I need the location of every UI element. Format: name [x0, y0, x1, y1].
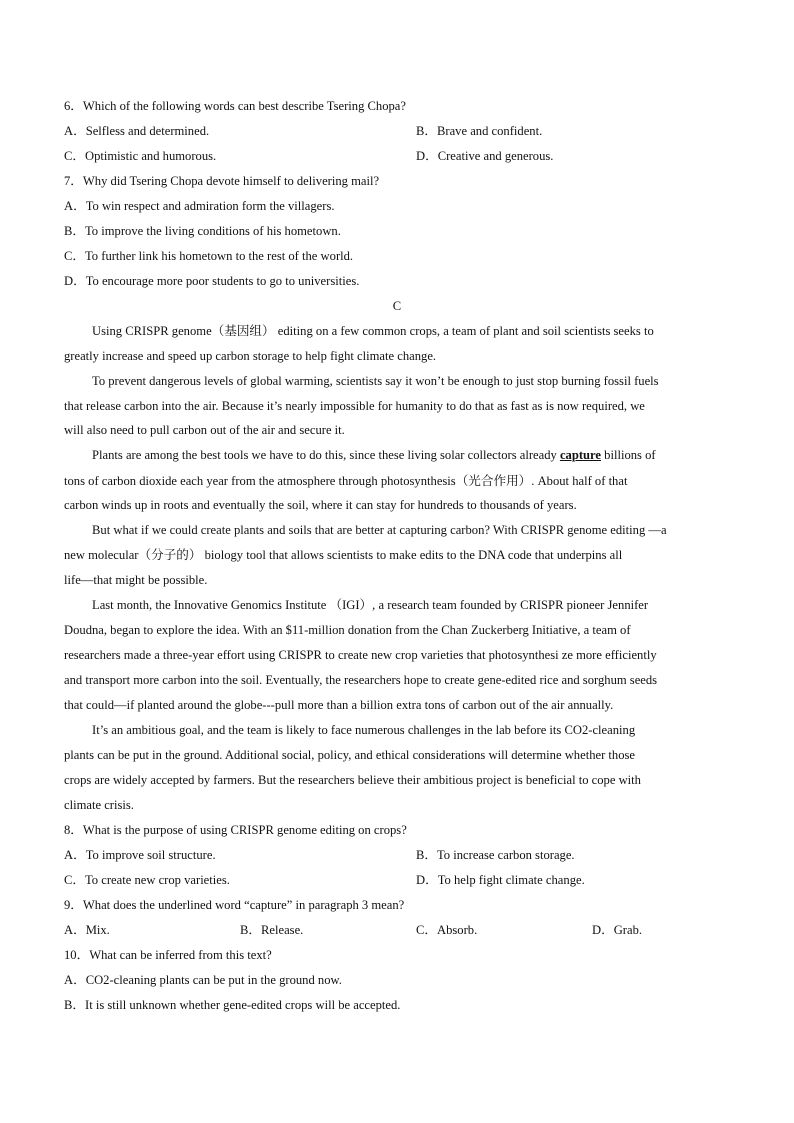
- passage-p2-line-3: will also need to pull carbon out of the air and secure it.: [64, 423, 345, 437]
- passage-p1-line-2: greatly increase and speed up carbon storage to help fight climate change.: [64, 349, 437, 363]
- question-7-option-b: B．To improve the living conditions of his hometown.: [64, 224, 341, 238]
- question-7-option-d: D．To encourage more poor students to go to universities.: [64, 274, 360, 288]
- passage-p3-line-2: tons of carbon dioxide each year from the atmosphere through photosynthesis（光合作用）. About half of that: [64, 474, 628, 488]
- passage-p6-line-3: crops are widely accepted by farmers. But the researchers believe their ambitious project is beneficial to cope with: [64, 773, 641, 787]
- underlined-word-capture: capture: [559, 448, 601, 462]
- question-8-stem: 8．What is the purpose of using CRISPR genome editing on crops?: [64, 823, 407, 837]
- question-6-option-a: A．Selfless and determined.: [64, 124, 210, 138]
- passage-p5-line-5: that could—if planted around the globe---pull more than a billion extra tons of carbon out of the air annually.: [64, 698, 614, 712]
- passage-p4-line-1: But what if we could create plants and soils that are better at capturing carbon? With CRISPR genome editing —a: [92, 523, 667, 537]
- passage-p3-line-3: carbon winds up in roots and eventually the soil, where it can stay for hundreds to thousands of years.: [64, 498, 577, 512]
- question-6-option-c: C．Optimistic and humorous.: [64, 149, 217, 163]
- section-label: C: [392, 299, 402, 313]
- question-9-option-d: D．Grab.: [592, 923, 643, 937]
- question-6-row-1: [64, 119, 734, 144]
- question-7-option-a: A．To win respect and admiration form the villagers.: [64, 199, 335, 213]
- question-8-option-b: B．To increase carbon storage.: [416, 848, 575, 862]
- question-10-stem: 10．What can be inferred from this text?: [64, 948, 272, 962]
- passage-p5-line-3: researchers made a three-year effort using CRISPR to create new crop varieties that photosynthesi ze more efficiently: [64, 648, 657, 662]
- passage-p6-line-1: It’s an ambitious goal, and the team is likely to face numerous challenges in the lab before its CO2-cleaning: [92, 723, 636, 737]
- question-6-row-2: [64, 144, 734, 169]
- passage-p6-line-4: climate crisis.: [64, 798, 134, 812]
- question-7-stem: 7．Why did Tsering Chopa devote himself to delivering mail?: [64, 174, 380, 188]
- passage-p1-line-1: Using CRISPR genome（基因组） editing on a few common crops, a team of plant and soil scientists seeks to: [92, 324, 654, 338]
- question-8-row-1: [64, 843, 734, 868]
- question-9-stem: 9．What does the underlined word “capture” in paragraph 3 mean?: [64, 898, 405, 912]
- passage-p3-line-1: [64, 443, 762, 468]
- question-8-option-a: A．To improve soil structure.: [64, 848, 216, 862]
- passage-p5-line-1: Last month, the Innovative Genomics Institute （IGI）, a research team founded by CRISPR pioneer Jennifer: [92, 598, 649, 612]
- question-9-option-b: B．Release.: [240, 923, 304, 937]
- question-8-row-2: [64, 868, 734, 893]
- passage-p4-line-3: life—that might be possible.: [64, 573, 208, 587]
- question-10-option-a: A．CO2-cleaning plants can be put in the ground now.: [64, 973, 342, 987]
- question-9-option-a: A．Mix.: [64, 923, 110, 937]
- question-7-option-c: C．To further link his hometown to the rest of the world.: [64, 249, 354, 263]
- passage-p5-line-2: Doudna, began to explore the idea. With an $11-million donation from the Chan Zuckerberg Initiative, a team of: [64, 623, 631, 637]
- question-6-option-d: D．Creative and generous.: [416, 149, 554, 163]
- passage-p5-line-4: and transport more carbon into the soil. Eventually, the researchers hope to create gene-edited rice and sorghum seeds: [64, 673, 658, 687]
- passage-p2-line-2: that release carbon into the air. Because it’s nearly impossible for humanity to do that as fast as is now required, we: [64, 399, 645, 413]
- question-6-stem: 6．Which of the following words can best describe Tsering Chopa?: [64, 99, 406, 113]
- question-9-row: [64, 918, 734, 943]
- passage-p2-line-1: To prevent dangerous levels of global warming, scientists say it won’t be enough to just stop burning fossil fuels: [92, 374, 659, 388]
- passage-p3-text-after: billions of: [601, 448, 656, 462]
- question-9-option-c: C．Absorb.: [416, 923, 478, 937]
- passage-p3-text-before: Plants are among the best tools we have to do this, since these living solar collectors already: [92, 448, 560, 462]
- question-8-option-c: C．To create new crop varieties.: [64, 873, 230, 887]
- passage-p4-line-2: new molecular（分子的） biology tool that allows scientists to make edits to the DNA code that underpins all: [64, 548, 623, 562]
- question-6-option-b: B．Brave and confident.: [416, 124, 543, 138]
- question-10-option-b: B．It is still unknown whether gene-edited crops will be accepted.: [64, 998, 401, 1012]
- question-8-option-d: D．To help fight climate change.: [416, 873, 585, 887]
- passage-p6-line-2: plants can be put in the ground. Additional social, policy, and ethical considerations will determine whether those: [64, 748, 636, 762]
